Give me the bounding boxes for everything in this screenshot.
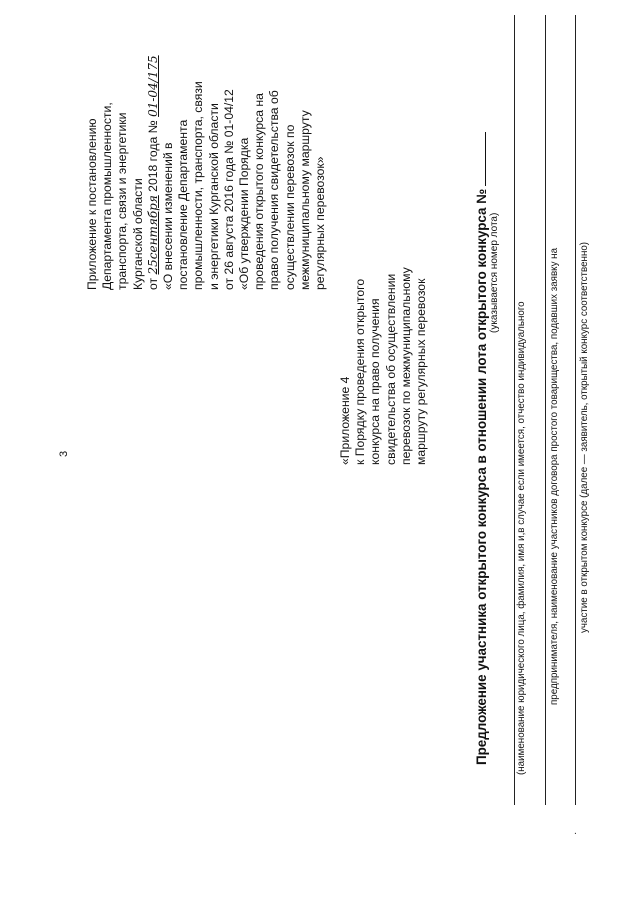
handwritten-month: сентября [145, 195, 160, 260]
lot-number-blank [475, 132, 486, 186]
appendix-line: право получения свидетельства об [267, 90, 282, 290]
handwritten-number: 01-04/175 [145, 55, 160, 117]
date-prefix: от [145, 274, 160, 290]
appendix-line: регулярных перевозок» [313, 156, 328, 290]
appendix-line: «О внесении изменений в [161, 142, 176, 290]
appendix-line: осуществлении перевозок по [282, 124, 297, 290]
annex-line: «Приложение 4 [338, 376, 352, 465]
annex-line: к Порядку проведения открытого [353, 278, 368, 465]
title-text: Предложение участника открытого конкурса в отношении лота открытого конкурса № [474, 188, 489, 765]
appendix-date-line [146, 55, 161, 290]
field-hint-1: (наименование юридического лица, фамилия, имя и,в случае если имеется, отчество индивидуального [516, 301, 527, 775]
annex-line: перевозок по межмуниципальному [398, 267, 413, 465]
annex-line: свидетельства об осуществлении [383, 273, 398, 465]
field-hint-3: участие в открытом конкурсе (далее — заявитель, открытый конкурс соответственно) [579, 241, 590, 633]
field-hint-2: предпринимателя, наименование участников договора простого товарищества, подавших заявку на [549, 247, 560, 705]
appendix-line: Приложение к постановлению [85, 118, 99, 290]
appendix-line: и энергетики Курганской области [206, 103, 221, 290]
handwritten-day: 25 [145, 259, 160, 275]
appendix-line: Курганской области [130, 178, 145, 290]
annex-line: маршруту регулярных перевозок [414, 278, 429, 465]
appendix-line: межмуниципальному маршруту [297, 110, 312, 290]
fill-line-1 [514, 15, 515, 805]
lot-hint: (указывается номер лота) [489, 212, 500, 333]
annex-quote [338, 250, 429, 465]
appendix-line: постановление Департамента [176, 119, 191, 290]
fill-line-3 [575, 15, 576, 805]
appendix-line: транспорта, связи и энергетики [115, 112, 130, 290]
appendix-line: Департамента промышленности, [100, 102, 115, 290]
fill-line-2 [545, 15, 546, 805]
appendix-header [85, 55, 328, 290]
annex-line: конкурса на право получения [368, 298, 383, 465]
date-year: 2018 года № [145, 116, 160, 196]
corner-mark: · [570, 831, 581, 835]
document-title [474, 132, 489, 765]
appendix-line: промышленности, транспорта, связи [191, 81, 206, 290]
page-number: 3 [58, 450, 70, 457]
appendix-line: от 26 августа 2016 года № 01-04/12 [221, 89, 236, 290]
appendix-line: проведения открытого конкурса на [252, 93, 267, 290]
appendix-line: «Об утверждении Порядка [237, 137, 252, 290]
